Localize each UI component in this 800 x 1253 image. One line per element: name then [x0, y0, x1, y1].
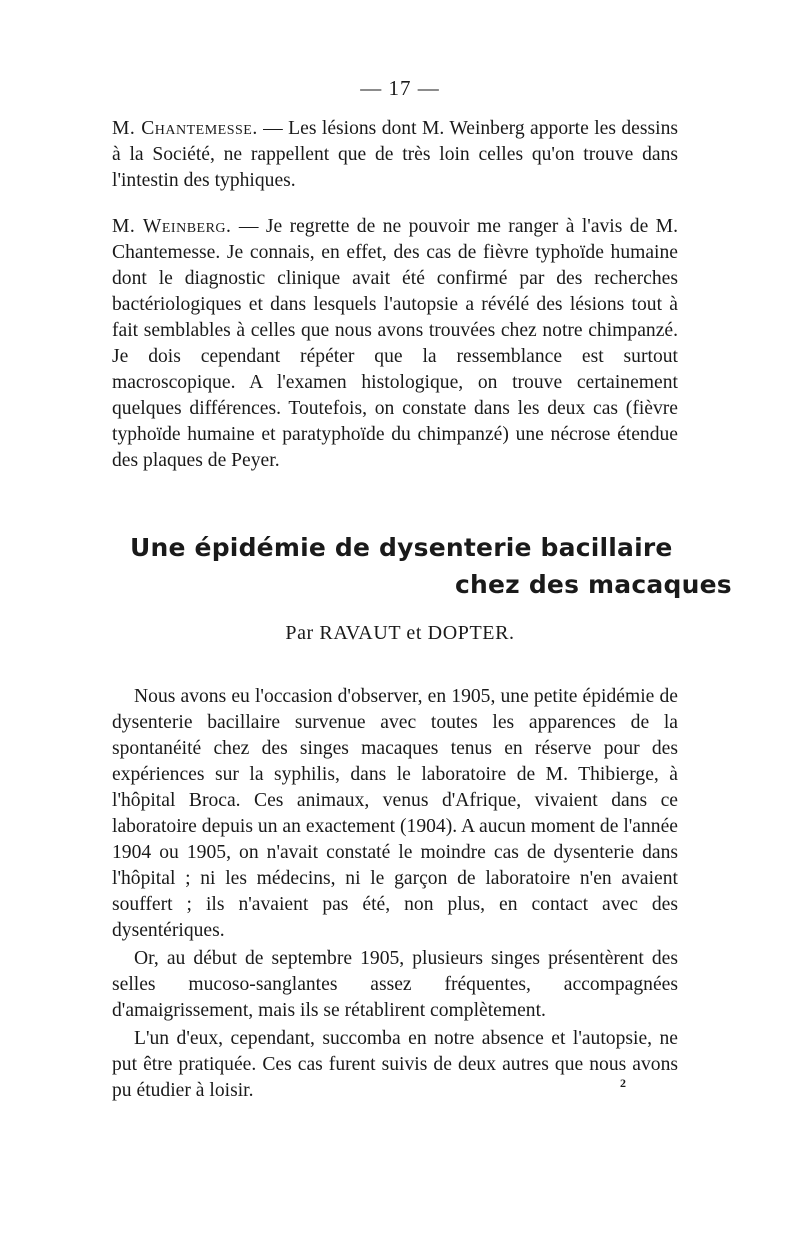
speaker-name: M. Weinberg.: [112, 216, 232, 237]
article-authors: Par RAVAUT et DOPTER.: [285, 622, 515, 644]
article-title-line-2: chez des macaques: [455, 570, 732, 599]
printer-signature-mark: 2: [620, 1076, 626, 1090]
discussion-paragraph: [112, 116, 678, 194]
discussion-chantemesse: [112, 116, 678, 194]
speaker-remark: — Je regrette de ne pouvoir me ranger à l'avis de M. Chantemesse. Je connais, en effet, des cas de fièvre typhoïde humaine dont le diagnostic clinique avait été confirmé par des recherches bactériologiques et dans lesquels l'autopsie a révélé des lésions tout à fait semblables à celles que nous avons trouvées chez notre chimpanzé. Je dois cependant répéter que la ressemblance est surtout macroscopique. A l'examen histologique, on trouve certainement quelques différences. Toutefois, on constate dans les deux cas (fièvre typhoïde humaine et paratyphoïde du chimpanzé) une nécrose étendue des plaques de Peyer.: [112, 216, 679, 471]
article-paragraph: Nous avons eu l'occasion d'observer, en 1905, une petite épidémie de dysenterie bacillaire survenue avec toutes les apparences de la spontanéité chez des singes macaques tenus en réserve pour des expériences sur la syphilis, dans le laboratoire de M. Thibierge, à l'hôpital Broca. Ces animaux, venus d'Afrique, vivaient dans ce laboratoire depuis un an exactement (1904). A aucun moment de l'année 1904 ou 1905, on n'avait constaté le moindre cas de dysenterie dans l'hôpital ; ni les médecins, ni le garçon de laboratoire n'en avaient souffert ; ils n'avaient pas été, non plus, en contact avec des dysentériques.: [112, 686, 678, 941]
article-title-line-1: Une épidémie de dysenterie bacillaire: [130, 533, 673, 562]
discussion-weinberg: [112, 214, 678, 474]
article-paragraph: Or, au début de septembre 1905, plusieurs singes présentèrent des selles mucoso-sanglantes assez fréquentes, accompagnées d'amaigrissement, mais ils se rétablirent complètement.: [112, 948, 678, 1021]
speaker-name: M. Chantemesse.: [112, 118, 258, 139]
discussion-paragraph: [112, 214, 678, 474]
page-number: — 17 —: [360, 76, 440, 100]
article-paragraph: L'un d'eux, cependant, succomba en notre absence et l'autopsie, ne put être pratiquée. Ces cas furent suivis de deux autres que nous avons pu étudier à loisir.: [112, 1028, 678, 1101]
speaker-remark: — Les lésions dont M. Weinberg apporte les dessins à la Société, ne rappellent que de très loin celles qu'on trouve dans l'intestin des typhiques.: [112, 118, 678, 191]
article-body: [112, 684, 678, 1104]
